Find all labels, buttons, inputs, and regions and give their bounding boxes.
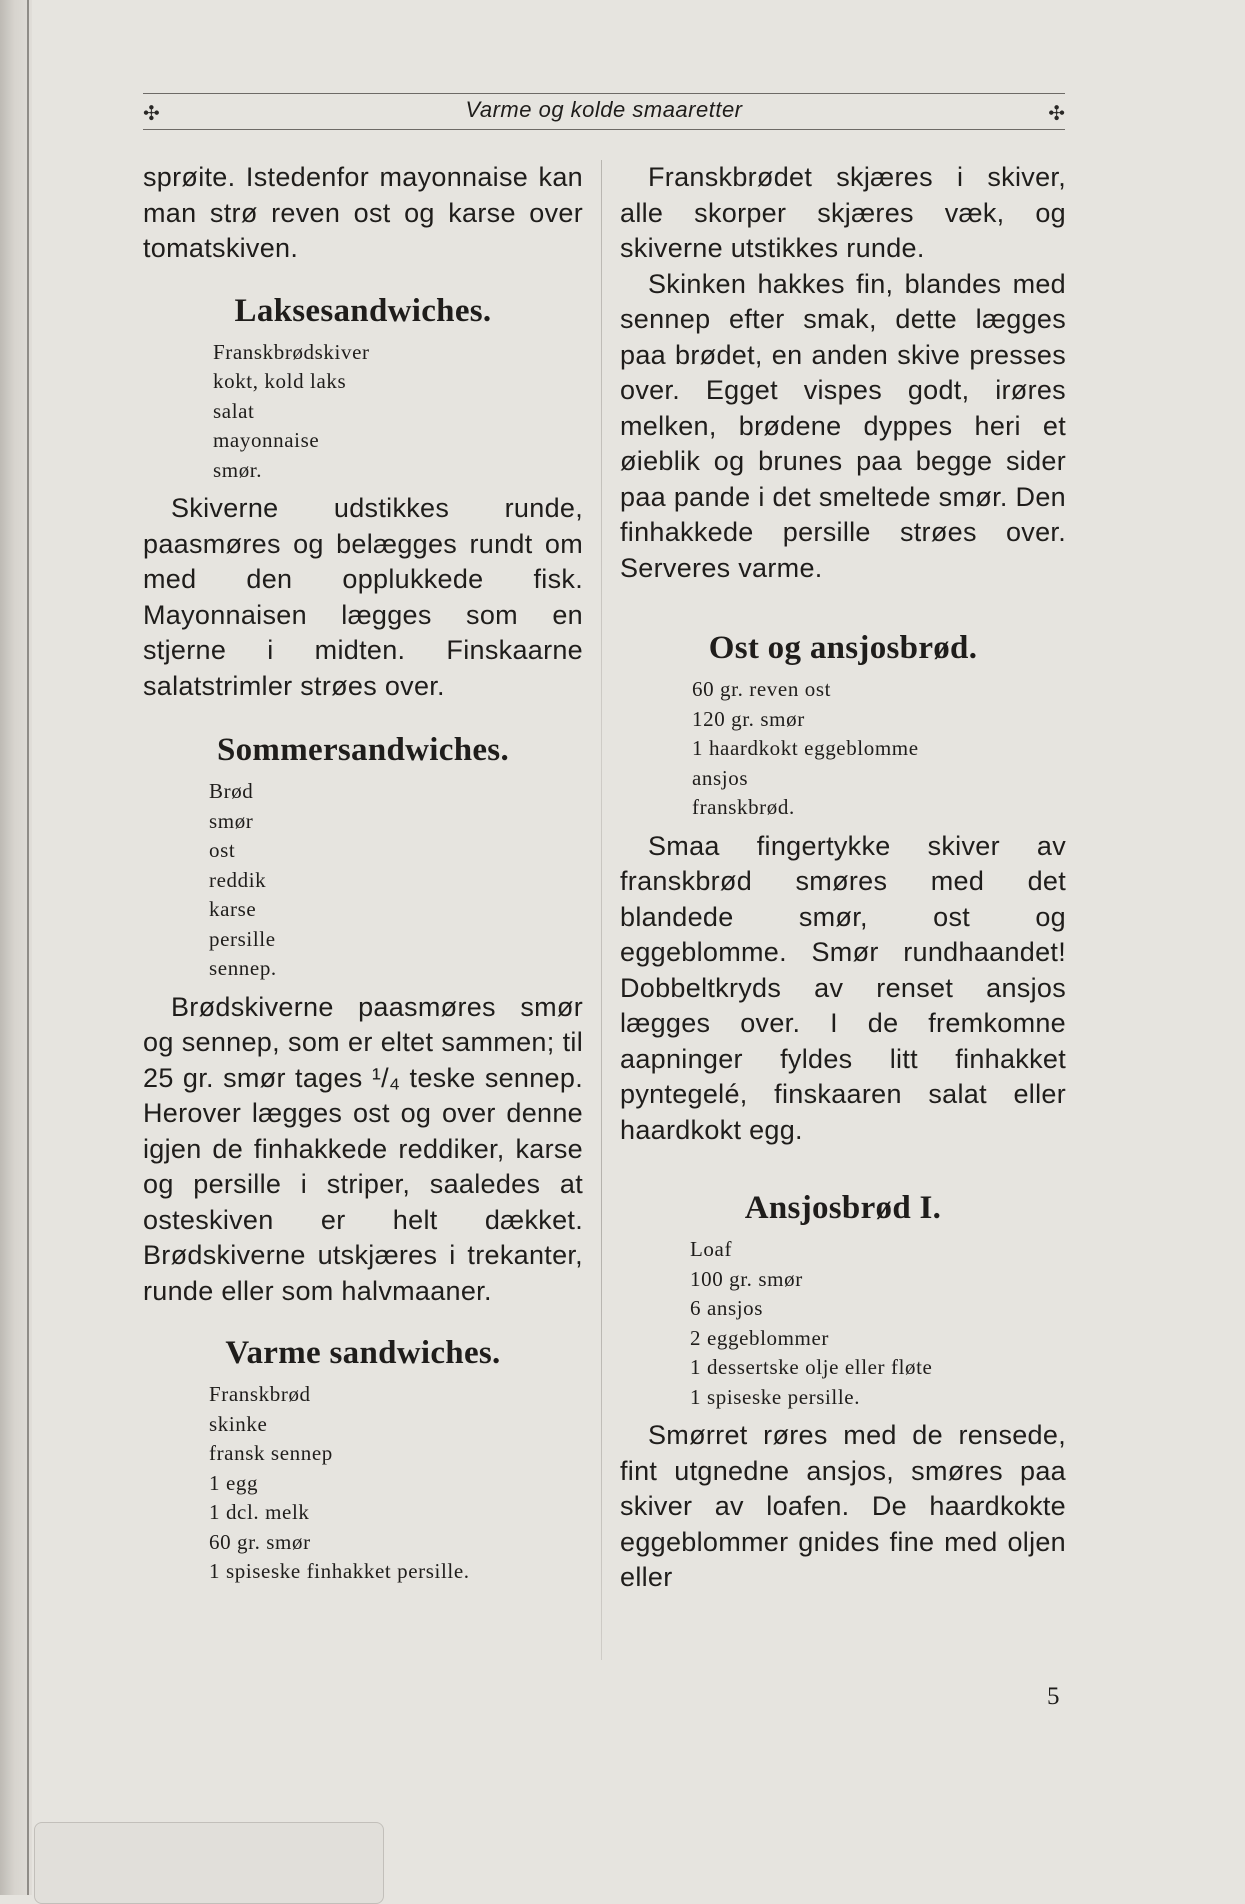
ingredient-item: skinke (209, 1411, 268, 1436)
recipe-heading-varme-sandwiches: Varme sandwiches. (225, 1335, 501, 1371)
book-gutter-line (27, 0, 29, 1895)
ingredient-item: mayonnaise (213, 428, 320, 452)
ingredient-item: Franskbrød (209, 1382, 311, 1406)
header-rule-top (143, 93, 1065, 94)
ingredient-item: 1 dessertske olje eller fløte (690, 1355, 933, 1379)
ingredient-list-laksesandwiches (213, 338, 583, 486)
ingredient-item: Franskbrødskiver (213, 339, 370, 364)
page-number: 5 (1047, 1683, 1060, 1710)
ingredient-item: 120 gr. smør (692, 706, 805, 731)
ingredient-item: smør (209, 808, 254, 833)
running-header-title: Varme og kolde smaaretter (465, 97, 743, 122)
ingredient-item: 1 egg (209, 1470, 259, 1495)
recipe-text-ost-og-ansjosbrod: Smaa fingertykke skiver av franskbrød smøres med det blandede smør, ost og eggeblomme. Smør rundhaandet! Dobbeltkryds av renset ansjos lægges over. I de fremkomne aapninger fyldes litt finhakket pyntegelé, finskaaren salat eller haardkokt egg. (620, 830, 1066, 1145)
ingredient-item: ansjos (692, 765, 749, 790)
recipe-text-ansjosbrod-i: Smørret røres med de rensede, fint utgnedne ansjos, smøres paa skiver av loafen. De haardkokte eggeblommer gnides fine med oljen eller (620, 1420, 1066, 1592)
recipe-heading-ost-og-ansjosbrod: Ost og ansjosbrød. (708, 630, 978, 666)
ingredient-item: 1 spiseske persille. (690, 1384, 861, 1409)
ingredient-item: reddik (209, 867, 267, 892)
ingredient-item: sennep. (209, 956, 277, 980)
intro-paragraph: sprøite. Istedenfor mayonnaise kan man strø reven ost og karse over tomatskiven. (143, 162, 583, 263)
ingredient-item: persille (209, 926, 276, 951)
ingredient-list-ost-og-ansjosbrod (692, 675, 1066, 823)
column-divider (601, 160, 602, 1660)
ingredient-item: ost (209, 838, 236, 862)
ingredient-item: karse (209, 897, 257, 921)
recipe-heading-laksesandwiches: Laksesandwiches. (234, 292, 492, 329)
ingredient-item: salat (213, 398, 255, 423)
ingredient-item: 1 haardkokt eggeblomme (692, 736, 919, 760)
page-clip-mark (34, 1822, 384, 1904)
ingredient-item: franskbrød. (692, 795, 795, 819)
right-column (620, 160, 1066, 1596)
recipe-heading-sommersandwiches: Sommersandwiches. (216, 732, 509, 768)
running-header (143, 93, 1065, 131)
left-column (143, 160, 583, 1587)
recipe-text-laksesandwiches: Skiverne udstikkes runde, paasmøres og belægges rundt om med den opplukkede fisk. Mayonnaisen lægges som en stjerne i midten. Finskaarne salatstrimler strøes over. (143, 493, 583, 701)
ingredient-item: kokt, kold laks (213, 369, 347, 393)
recipe-heading-ansjosbrod-i: Ansjosbrød I. (744, 1190, 942, 1226)
body-paragraph: Franskbrødet skjæres i skiver, alle skorper skjæres væk, og skiverne utstikkes runde. (620, 162, 1066, 263)
ingredient-item: 6 ansjos (690, 1296, 764, 1320)
ingredient-item: 1 spiseske finhakket persille. (209, 1559, 470, 1583)
ingredient-item: 60 gr. reven ost (692, 677, 832, 701)
ingredient-list-ansjosbrod-i (690, 1235, 1066, 1412)
ingredient-item: 100 gr. smør (690, 1266, 803, 1291)
ingredient-item: smør. (213, 457, 263, 482)
ingredient-item: 60 gr. smør (209, 1529, 311, 1554)
ingredient-item: 2 eggeblommer (690, 1325, 830, 1350)
ornament-right-icon: ✣ (1048, 101, 1065, 125)
ingredient-item: Loaf (690, 1237, 733, 1261)
ingredient-item: 1 dcl. melk (209, 1500, 310, 1524)
ingredient-item: Brød (209, 779, 254, 803)
header-rule-bottom (143, 129, 1065, 130)
ingredient-item: fransk sennep (209, 1441, 333, 1465)
ingredient-list-varme-sandwiches (209, 1380, 583, 1587)
ingredient-list-sommersandwiches (209, 777, 583, 984)
body-paragraph: Skinken hakkes fin, blandes med sennep efter smak, dette lægges paa brødet, en anden skive presses over. Egget vispes godt, irøres melken, brødene dyppes heri et øieblik og brunes paa begge sider paa pande i det smeltede smør. Den finhakkede persille strøes over. Serveres varme. (620, 268, 1066, 583)
recipe-text-sommersandwiches: Brødskiverne paasmøres smør og sennep, som er eltet sammen; til 25 gr. smør tages ¹/₄ teske sennep. Herover lægges ost og over denne igjen de finhakkede reddiker, karse og persille i striper, saaledes at osteskiven er helt dækket. Brødskiverne utskjæres i trekanter, runde eller som halvmaaner. (143, 991, 583, 1306)
ornament-left-icon: ✣ (143, 101, 160, 125)
